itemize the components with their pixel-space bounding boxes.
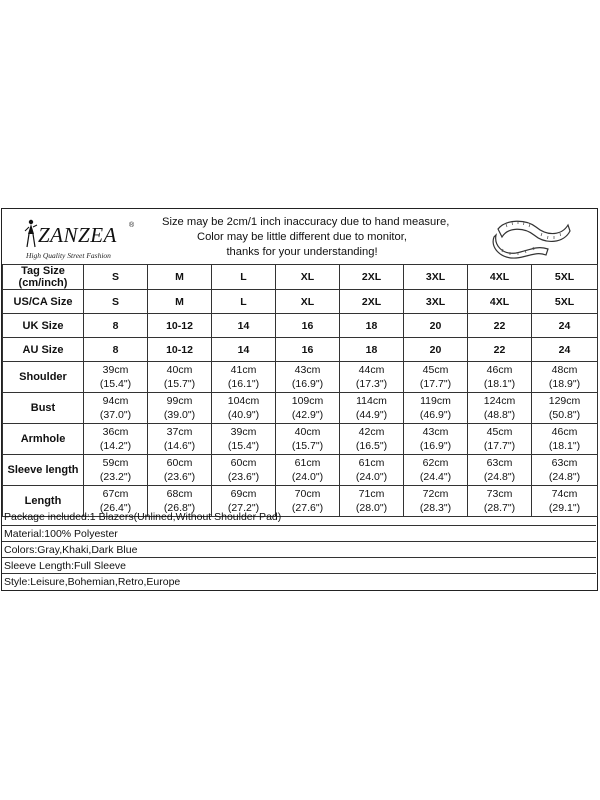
- measure-inch: (14.2"): [99, 440, 132, 452]
- measure-inch: (48.8"): [483, 409, 516, 421]
- measure-inch: (18.9"): [548, 378, 581, 390]
- size-cell: 22: [468, 314, 532, 338]
- size-cell: M: [148, 265, 212, 290]
- measure-cell: [468, 424, 532, 455]
- measure-cm: 40cm: [166, 364, 193, 376]
- registered-mark: ®: [129, 222, 135, 229]
- measure-cm: 46cm: [551, 426, 578, 438]
- brand-logo: [24, 219, 154, 265]
- measure-cm: 44cm: [358, 364, 385, 376]
- measure-inch: (27.2"): [227, 502, 260, 514]
- size-cell: 3XL: [404, 290, 468, 314]
- measure-inch: (17.3"): [355, 378, 388, 390]
- size-cell: 20: [404, 314, 468, 338]
- measure-cm: 59cm: [102, 457, 129, 469]
- size-cell: L: [212, 290, 276, 314]
- measure-cm: 42cm: [358, 426, 385, 438]
- measure-cm: 41cm: [230, 364, 257, 376]
- measure-cell: [468, 362, 532, 393]
- measure-inch: (39.0"): [163, 409, 196, 421]
- table-row: [3, 290, 598, 314]
- measure-cm: 45cm: [486, 426, 513, 438]
- table-row: [3, 338, 598, 362]
- measure-cm: 119cm: [420, 395, 451, 407]
- measure-inch: (37.0"): [99, 409, 132, 421]
- measure-inch: (50.8"): [548, 409, 581, 421]
- row-header: Shoulder: [3, 362, 84, 393]
- measure-cm: 129cm: [548, 395, 581, 407]
- size-cell: 3XL: [404, 265, 468, 290]
- measure-cm: 63cm: [551, 457, 578, 469]
- measure-inch: (14.6"): [163, 440, 196, 452]
- size-cell: 8: [84, 314, 148, 338]
- measure-cell: [340, 455, 404, 486]
- table-row: [3, 265, 598, 290]
- table-row: [3, 424, 598, 455]
- measure-cell: [212, 424, 276, 455]
- measure-cm: 124cm: [483, 395, 516, 407]
- notice-line: Color may be little different due to monitor,: [197, 231, 407, 243]
- measure-cell: [148, 455, 212, 486]
- measure-inch: (18.1"): [483, 378, 516, 390]
- measure-inch: (28.7"): [483, 502, 516, 514]
- measure-inch: (16.9"): [419, 440, 452, 452]
- measure-inch: (24.8"): [548, 471, 581, 483]
- row-header-line: (cm/inch): [18, 277, 68, 289]
- measure-cm: 74cm: [551, 488, 578, 500]
- measure-cm: 73cm: [486, 488, 513, 500]
- measure-cell: [212, 393, 276, 424]
- size-table: [2, 264, 598, 517]
- measure-cell: [468, 393, 532, 424]
- size-cell: 8: [84, 338, 148, 362]
- size-cell: 4XL: [468, 265, 532, 290]
- measure-cm: 45cm: [422, 364, 449, 376]
- measure-inch: (15.4"): [227, 440, 260, 452]
- measure-cm: 67cm: [102, 488, 129, 500]
- size-cell: 22: [468, 338, 532, 362]
- measure-cell: [276, 393, 340, 424]
- size-cell: 10-12: [148, 338, 212, 362]
- measure-cell: [84, 424, 148, 455]
- measure-cm: 72cm: [422, 488, 449, 500]
- measure-cell: [340, 393, 404, 424]
- size-cell: S: [84, 265, 148, 290]
- measure-cell: [148, 393, 212, 424]
- measure-cm: 69cm: [230, 488, 257, 500]
- notice-line: thanks for your understanding!: [226, 246, 378, 258]
- measure-cm: 104cm: [227, 395, 260, 407]
- notice-line: Size may be 2cm/1 inch inaccuracy due to hand measure,: [162, 216, 450, 228]
- measuring-tape-icon: [492, 215, 572, 259]
- size-cell: M: [148, 290, 212, 314]
- size-cell: S: [84, 290, 148, 314]
- measure-cell: [340, 424, 404, 455]
- info-line: Colors:Gray,Khaki,Dark Blue: [2, 541, 596, 557]
- fashion-figure-icon: [24, 219, 38, 249]
- measure-cell: [84, 393, 148, 424]
- size-cell: 24: [532, 338, 598, 362]
- size-cell: XL: [276, 265, 340, 290]
- measure-cell: [276, 362, 340, 393]
- measure-inch: (16.9"): [291, 378, 324, 390]
- measure-cm: 60cm: [230, 457, 257, 469]
- measure-cm: 43cm: [422, 426, 449, 438]
- measure-inch: (17.7"): [483, 440, 516, 452]
- measure-cell: [212, 362, 276, 393]
- measure-cm: 68cm: [166, 488, 193, 500]
- measure-cell: [276, 455, 340, 486]
- measure-inch: (15.7"): [291, 440, 324, 452]
- size-cell: 5XL: [532, 265, 598, 290]
- size-cell: 2XL: [340, 265, 404, 290]
- measure-inch: (24.0"): [355, 471, 388, 483]
- measure-cm: 40cm: [294, 426, 321, 438]
- measure-cell: [404, 393, 468, 424]
- size-cell: 14: [212, 314, 276, 338]
- measure-inch: (23.2"): [99, 471, 132, 483]
- measure-inch: (24.8"): [483, 471, 516, 483]
- row-header: Armhole: [3, 424, 84, 455]
- measure-cell: [404, 455, 468, 486]
- measure-cm: 39cm: [102, 364, 129, 376]
- measure-inch: (28.3"): [419, 502, 452, 514]
- measure-cm: 43cm: [294, 364, 321, 376]
- measure-inch: (17.7"): [419, 378, 452, 390]
- info-line: Package included:1 Blazers(Unlined,Without Shoulder Pad): [4, 511, 282, 523]
- measure-inch: (18.1"): [548, 440, 581, 452]
- measure-cell: [404, 424, 468, 455]
- row-header: AU Size: [3, 338, 84, 362]
- measure-cm: 109cm: [291, 395, 324, 407]
- measure-cm: 70cm: [294, 488, 321, 500]
- measure-inch: (23.6"): [163, 471, 196, 483]
- measure-inch: (46.9"): [419, 409, 452, 421]
- measure-cell: [148, 424, 212, 455]
- measure-cm: 61cm: [294, 457, 321, 469]
- measure-inch: (16.1"): [227, 378, 260, 390]
- measure-cell: [340, 362, 404, 393]
- measure-cell: [148, 362, 212, 393]
- measure-cm: 46cm: [486, 364, 513, 376]
- size-cell: 2XL: [340, 290, 404, 314]
- measure-cm: 39cm: [230, 426, 257, 438]
- size-cell: 16: [276, 338, 340, 362]
- row-header: Bust: [3, 393, 84, 424]
- size-cell: 24: [532, 314, 598, 338]
- measure-cm: 61cm: [358, 457, 385, 469]
- measure-cell: [468, 455, 532, 486]
- measure-inch: (40.9"): [227, 409, 260, 421]
- size-cell: XL: [276, 290, 340, 314]
- row-header: US/CA Size: [3, 290, 84, 314]
- info-line: Material:100% Polyester: [2, 525, 596, 541]
- measure-inch: (44.9"): [355, 409, 388, 421]
- info-line: Style:Leisure,Bohemian,Retro,Europe: [2, 573, 596, 589]
- measure-inch: (15.4"): [99, 378, 132, 390]
- measure-cm: 48cm: [551, 364, 578, 376]
- size-cell: L: [212, 265, 276, 290]
- chart-header: [2, 209, 596, 265]
- measure-cm: 60cm: [166, 457, 193, 469]
- measure-cm: 99cm: [166, 395, 193, 407]
- row-header: UK Size: [3, 314, 84, 338]
- measure-cm: 63cm: [486, 457, 513, 469]
- row-header: [3, 265, 84, 290]
- table-row: [3, 455, 598, 486]
- table-row: [3, 314, 598, 338]
- measure-inch: (24.4"): [419, 471, 452, 483]
- measure-cm: 37cm: [166, 426, 193, 438]
- measure-inch: (26.8"): [163, 502, 196, 514]
- size-cell: 16: [276, 314, 340, 338]
- measure-inch: (28.0"): [355, 502, 388, 514]
- size-cell: 14: [212, 338, 276, 362]
- measure-cell: [532, 455, 598, 486]
- measure-cell: [532, 393, 598, 424]
- measure-inch: (27.6"): [291, 502, 324, 514]
- table-row: [3, 362, 598, 393]
- measure-cell: [532, 424, 598, 455]
- measure-inch: (42.9"): [291, 409, 324, 421]
- measure-cell: [276, 424, 340, 455]
- info-line: Sleeve Length:Full Sleeve: [2, 557, 596, 573]
- size-cell: 20: [404, 338, 468, 362]
- size-cell: 18: [340, 338, 404, 362]
- size-chart: [1, 208, 598, 591]
- product-info: [2, 509, 596, 589]
- measure-inch: (24.0"): [291, 471, 324, 483]
- measure-cm: 71cm: [358, 488, 385, 500]
- size-cell: 4XL: [468, 290, 532, 314]
- table-row: [3, 393, 598, 424]
- measure-cell: [404, 362, 468, 393]
- measure-inch: (15.7"): [163, 378, 196, 390]
- brand-name: ZANZEA: [38, 223, 117, 247]
- measure-cm: 94cm: [102, 395, 129, 407]
- measure-cm: 114cm: [356, 395, 387, 407]
- measure-inch: (23.6"): [227, 471, 260, 483]
- size-cell: 5XL: [532, 290, 598, 314]
- measure-cell: [84, 362, 148, 393]
- measure-cm: 36cm: [102, 426, 129, 438]
- measure-inch: (26.4"): [99, 502, 132, 514]
- measure-cell: [212, 455, 276, 486]
- row-header: Length: [3, 486, 84, 517]
- measure-inch: (29.1"): [548, 502, 581, 514]
- brand-tagline: High Quality Street Fashion: [26, 251, 111, 260]
- measure-cell: [532, 362, 598, 393]
- measure-cm: 62cm: [422, 457, 449, 469]
- size-cell: 18: [340, 314, 404, 338]
- size-cell: 10-12: [148, 314, 212, 338]
- row-header-line: Tag Size: [21, 265, 65, 277]
- measure-cell: [84, 455, 148, 486]
- measurement-notice: [162, 215, 450, 260]
- measure-inch: (16.5"): [355, 440, 388, 452]
- row-header: Sleeve length: [3, 455, 84, 486]
